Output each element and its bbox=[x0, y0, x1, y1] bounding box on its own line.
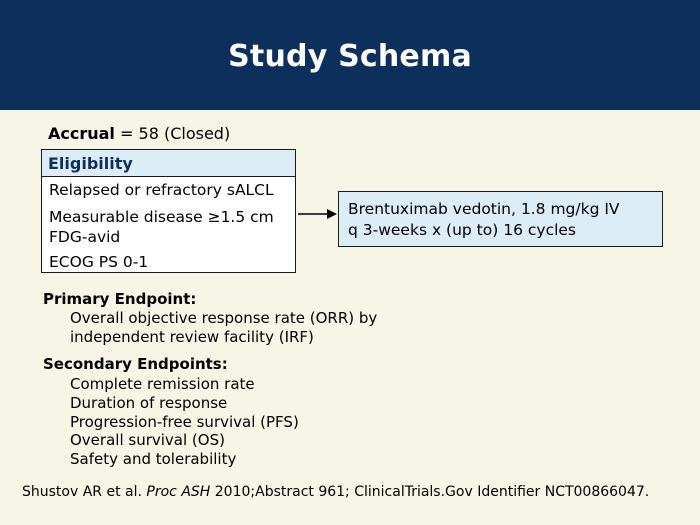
eligibility-item: FDG-avid bbox=[49, 228, 121, 246]
secondary-endpoint-item: Duration of response bbox=[70, 394, 228, 412]
treatment-line: Brentuximab vedotin, 1.8 mg/kg IV bbox=[348, 200, 620, 218]
primary-endpoint-item: Overall objective response rate (ORR) by bbox=[70, 309, 378, 327]
secondary-endpoint-item: Complete remission rate bbox=[70, 375, 255, 393]
treatment-box bbox=[338, 191, 663, 247]
secondary-endpoints-heading: Secondary Endpoints: bbox=[43, 355, 228, 373]
accrual-label: Accrual bbox=[48, 124, 115, 143]
eligibility-item: Measurable disease ≥1.5 cm bbox=[49, 208, 274, 226]
accrual-value: = 58 (Closed) bbox=[120, 124, 231, 143]
secondary-endpoint-item: Safety and tolerability bbox=[70, 450, 237, 468]
citation-details: 2010;Abstract 961; ClinicalTrials.Gov Identifier NCT00866047. bbox=[214, 484, 650, 500]
secondary-endpoint-item: Overall survival (OS) bbox=[70, 431, 225, 449]
treatment-line: q 3-weeks x (up to) 16 cycles bbox=[348, 221, 577, 239]
secondary-endpoint-item: Progression-free survival (PFS) bbox=[70, 413, 299, 431]
slide-title: Study Schema bbox=[228, 38, 472, 74]
eligibility-item: Relapsed or refractory sALCL bbox=[49, 181, 274, 199]
citation-journal: Proc ASH bbox=[146, 484, 211, 500]
arrow-icon bbox=[298, 206, 338, 222]
primary-endpoint-item: independent review facility (IRF) bbox=[70, 328, 314, 346]
eligibility-heading: Eligibility bbox=[42, 150, 295, 177]
accrual-line bbox=[48, 124, 230, 143]
eligibility-item: ECOG PS 0-1 bbox=[49, 253, 149, 271]
primary-endpoint-heading: Primary Endpoint: bbox=[43, 290, 197, 308]
title-bar bbox=[0, 0, 700, 110]
eligibility-box bbox=[41, 149, 296, 273]
citation-authors: Shustov AR et al. bbox=[22, 484, 142, 500]
citation bbox=[22, 484, 649, 500]
